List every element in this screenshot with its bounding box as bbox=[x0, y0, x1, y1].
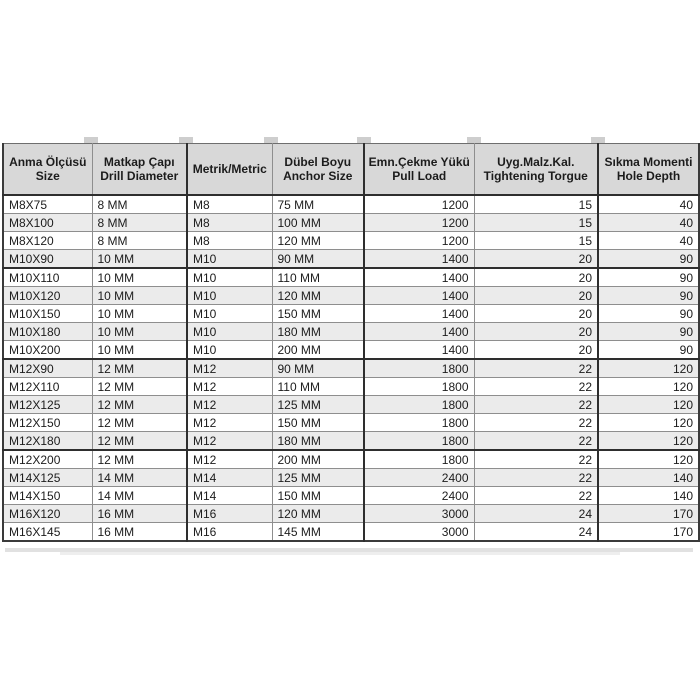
table-cell-drill_diameter: 12 MM bbox=[92, 450, 187, 469]
column-header-label: Uyg.Malz.Kal. bbox=[497, 155, 575, 169]
table-cell-pull_load: 2400 bbox=[364, 469, 474, 487]
column-header-anchor_size bbox=[272, 144, 364, 196]
table-cell-anchor_size: 120 MM bbox=[272, 505, 364, 523]
spec-table bbox=[2, 143, 700, 542]
table-cell-tightening_torque: 22 bbox=[474, 487, 598, 505]
column-header-metric bbox=[187, 144, 272, 196]
table-cell-hole_depth: 120 bbox=[598, 432, 699, 451]
table-cell-tightening_torque: 22 bbox=[474, 432, 598, 451]
column-header-hole_depth bbox=[598, 144, 699, 196]
table-cell-size: M10X180 bbox=[3, 323, 92, 341]
table-cell-size: M10X150 bbox=[3, 305, 92, 323]
table-cell-hole_depth: 120 bbox=[598, 414, 699, 432]
table-row bbox=[3, 414, 699, 432]
table-cell-metric: M14 bbox=[187, 469, 272, 487]
table-cell-tightening_torque: 20 bbox=[474, 305, 598, 323]
table-header bbox=[3, 144, 699, 196]
table-row bbox=[3, 287, 699, 305]
table-cell-hole_depth: 120 bbox=[598, 396, 699, 414]
table-cell-size: M16X145 bbox=[3, 523, 92, 542]
table-cell-tightening_torque: 20 bbox=[474, 250, 598, 269]
table-row bbox=[3, 505, 699, 523]
table-cell-drill_diameter: 12 MM bbox=[92, 396, 187, 414]
table-cell-metric: M10 bbox=[187, 250, 272, 269]
table-cell-anchor_size: 100 MM bbox=[272, 214, 364, 232]
table-cell-size: M8X75 bbox=[3, 195, 92, 214]
table-cell-pull_load: 1800 bbox=[364, 359, 474, 378]
table-cell-drill_diameter: 10 MM bbox=[92, 268, 187, 287]
table-cell-hole_depth: 40 bbox=[598, 232, 699, 250]
table-cell-hole_depth: 40 bbox=[598, 214, 699, 232]
column-header-label: Anma Ölçüsü bbox=[9, 155, 87, 169]
table-cell-hole_depth: 140 bbox=[598, 487, 699, 505]
table-cell-drill_diameter: 12 MM bbox=[92, 378, 187, 396]
table-cell-tightening_torque: 20 bbox=[474, 323, 598, 341]
table-cell-pull_load: 1800 bbox=[364, 432, 474, 451]
table-cell-metric: M12 bbox=[187, 450, 272, 469]
table-cell-drill_diameter: 10 MM bbox=[92, 323, 187, 341]
table-cell-drill_diameter: 12 MM bbox=[92, 432, 187, 451]
table-cell-anchor_size: 125 MM bbox=[272, 469, 364, 487]
table-cell-anchor_size: 75 MM bbox=[272, 195, 364, 214]
column-header-label: Size bbox=[35, 169, 60, 183]
table-cell-anchor_size: 90 MM bbox=[272, 250, 364, 269]
table-cell-pull_load: 3000 bbox=[364, 505, 474, 523]
table-cell-tightening_torque: 22 bbox=[474, 450, 598, 469]
table-cell-size: M12X110 bbox=[3, 378, 92, 396]
table-cell-pull_load: 1200 bbox=[364, 232, 474, 250]
table-cell-size: M8X120 bbox=[3, 232, 92, 250]
table-cell-hole_depth: 170 bbox=[598, 523, 699, 542]
table-cell-hole_depth: 90 bbox=[598, 250, 699, 269]
table-cell-pull_load: 1400 bbox=[364, 250, 474, 269]
table-cell-drill_diameter: 12 MM bbox=[92, 359, 187, 378]
table-cell-metric: M12 bbox=[187, 396, 272, 414]
table-cell-metric: M14 bbox=[187, 487, 272, 505]
table-cell-size: M12X90 bbox=[3, 359, 92, 378]
table-row bbox=[3, 341, 699, 360]
table-cell-pull_load: 2400 bbox=[364, 487, 474, 505]
table-cell-metric: M12 bbox=[187, 414, 272, 432]
table-cell-anchor_size: 110 MM bbox=[272, 268, 364, 287]
table-cell-size: M14X150 bbox=[3, 487, 92, 505]
table-cell-metric: M10 bbox=[187, 268, 272, 287]
table-cell-metric: M8 bbox=[187, 214, 272, 232]
table-cell-metric: M10 bbox=[187, 323, 272, 341]
spec-table-container bbox=[2, 143, 698, 542]
column-header-size bbox=[3, 144, 92, 196]
column-header-label: Sıkma Momenti bbox=[604, 155, 693, 169]
table-cell-size: M14X125 bbox=[3, 469, 92, 487]
column-header-label: Dübel Boyu bbox=[284, 155, 352, 169]
table-row bbox=[3, 523, 699, 542]
table-cell-hole_depth: 90 bbox=[598, 305, 699, 323]
table-cell-drill_diameter: 12 MM bbox=[92, 414, 187, 432]
table-cell-size: M10X200 bbox=[3, 341, 92, 360]
column-header-drill_diameter bbox=[92, 144, 187, 196]
table-cell-drill_diameter: 10 MM bbox=[92, 250, 187, 269]
table-cell-hole_depth: 90 bbox=[598, 268, 699, 287]
table-cell-pull_load: 1800 bbox=[364, 414, 474, 432]
table-row bbox=[3, 450, 699, 469]
table-cell-anchor_size: 180 MM bbox=[272, 432, 364, 451]
table-cell-metric: M8 bbox=[187, 195, 272, 214]
table-cell-pull_load: 1400 bbox=[364, 268, 474, 287]
table-cell-size: M16X120 bbox=[3, 505, 92, 523]
table-cell-drill_diameter: 14 MM bbox=[92, 487, 187, 505]
table-row bbox=[3, 469, 699, 487]
table-cell-tightening_torque: 22 bbox=[474, 359, 598, 378]
table-cell-pull_load: 1800 bbox=[364, 378, 474, 396]
table-row bbox=[3, 396, 699, 414]
table-row bbox=[3, 195, 699, 214]
table-cell-anchor_size: 200 MM bbox=[272, 341, 364, 360]
table-cell-hole_depth: 120 bbox=[598, 378, 699, 396]
table-cell-anchor_size: 200 MM bbox=[272, 450, 364, 469]
table-cell-metric: M16 bbox=[187, 523, 272, 542]
column-header-pull_load bbox=[364, 144, 474, 196]
table-cell-tightening_torque: 15 bbox=[474, 195, 598, 214]
table-cell-hole_depth: 120 bbox=[598, 359, 699, 378]
table-cell-tightening_torque: 22 bbox=[474, 469, 598, 487]
column-header-label: Emn.Çekme Yükü bbox=[368, 155, 470, 169]
table-cell-drill_diameter: 8 MM bbox=[92, 232, 187, 250]
table-cell-pull_load: 1200 bbox=[364, 195, 474, 214]
table-cell-hole_depth: 170 bbox=[598, 505, 699, 523]
table-cell-metric: M12 bbox=[187, 378, 272, 396]
table-row bbox=[3, 305, 699, 323]
table-cell-size: M12X200 bbox=[3, 450, 92, 469]
table-cell-pull_load: 1800 bbox=[364, 450, 474, 469]
table-cell-pull_load: 1400 bbox=[364, 323, 474, 341]
table-cell-pull_load: 3000 bbox=[364, 523, 474, 542]
header-row bbox=[3, 144, 699, 196]
table-row bbox=[3, 432, 699, 451]
table-row bbox=[3, 487, 699, 505]
table-cell-tightening_torque: 20 bbox=[474, 341, 598, 360]
table-cell-hole_depth: 90 bbox=[598, 341, 699, 360]
table-body bbox=[3, 195, 699, 541]
table-cell-metric: M8 bbox=[187, 232, 272, 250]
column-header-label: Anchor Size bbox=[283, 169, 353, 183]
table-cell-tightening_torque: 22 bbox=[474, 414, 598, 432]
column-header-label: Matkap Çapı bbox=[103, 155, 175, 169]
table-row bbox=[3, 268, 699, 287]
table-cell-tightening_torque: 24 bbox=[474, 505, 598, 523]
table-cell-size: M10X110 bbox=[3, 268, 92, 287]
table-cell-metric: M12 bbox=[187, 359, 272, 378]
table-cell-tightening_torque: 22 bbox=[474, 396, 598, 414]
table-cell-drill_diameter: 16 MM bbox=[92, 505, 187, 523]
column-header-label: Hole Depth bbox=[616, 169, 681, 183]
table-row bbox=[3, 232, 699, 250]
table-cell-anchor_size: 150 MM bbox=[272, 414, 364, 432]
table-row bbox=[3, 323, 699, 341]
table-cell-size: M8X100 bbox=[3, 214, 92, 232]
table-cell-tightening_torque: 15 bbox=[474, 214, 598, 232]
table-cell-pull_load: 1200 bbox=[364, 214, 474, 232]
table-cell-size: M10X90 bbox=[3, 250, 92, 269]
table-cell-metric: M10 bbox=[187, 341, 272, 360]
table-cell-drill_diameter: 8 MM bbox=[92, 195, 187, 214]
table-cell-hole_depth: 90 bbox=[598, 287, 699, 305]
table-cell-drill_diameter: 16 MM bbox=[92, 523, 187, 542]
column-header-tightening_torque bbox=[474, 144, 598, 196]
table-cell-drill_diameter: 8 MM bbox=[92, 214, 187, 232]
table-cell-pull_load: 1400 bbox=[364, 287, 474, 305]
table-cell-anchor_size: 180 MM bbox=[272, 323, 364, 341]
table-cell-metric: M12 bbox=[187, 432, 272, 451]
table-cell-pull_load: 1400 bbox=[364, 341, 474, 360]
table-cell-metric: M10 bbox=[187, 287, 272, 305]
table-row bbox=[3, 250, 699, 269]
table-row bbox=[3, 359, 699, 378]
table-cell-anchor_size: 90 MM bbox=[272, 359, 364, 378]
table-cell-drill_diameter: 14 MM bbox=[92, 469, 187, 487]
table-cell-tightening_torque: 20 bbox=[474, 268, 598, 287]
table-cell-anchor_size: 120 MM bbox=[272, 232, 364, 250]
table-cell-pull_load: 1800 bbox=[364, 396, 474, 414]
table-cell-tightening_torque: 15 bbox=[474, 232, 598, 250]
table-row bbox=[3, 214, 699, 232]
scan-shadow bbox=[60, 552, 620, 555]
table-cell-hole_depth: 40 bbox=[598, 195, 699, 214]
table-cell-size: M12X150 bbox=[3, 414, 92, 432]
table-cell-anchor_size: 150 MM bbox=[272, 487, 364, 505]
table-cell-drill_diameter: 10 MM bbox=[92, 305, 187, 323]
table-cell-hole_depth: 140 bbox=[598, 469, 699, 487]
table-cell-size: M10X120 bbox=[3, 287, 92, 305]
table-cell-hole_depth: 90 bbox=[598, 323, 699, 341]
table-cell-size: M12X180 bbox=[3, 432, 92, 451]
table-cell-anchor_size: 145 MM bbox=[272, 523, 364, 542]
table-cell-drill_diameter: 10 MM bbox=[92, 341, 187, 360]
table-cell-anchor_size: 125 MM bbox=[272, 396, 364, 414]
table-cell-anchor_size: 120 MM bbox=[272, 287, 364, 305]
table-cell-drill_diameter: 10 MM bbox=[92, 287, 187, 305]
table-cell-anchor_size: 150 MM bbox=[272, 305, 364, 323]
table-cell-tightening_torque: 24 bbox=[474, 523, 598, 542]
table-row bbox=[3, 378, 699, 396]
table-cell-metric: M10 bbox=[187, 305, 272, 323]
table-cell-metric: M16 bbox=[187, 505, 272, 523]
table-cell-tightening_torque: 22 bbox=[474, 378, 598, 396]
table-cell-tightening_torque: 20 bbox=[474, 287, 598, 305]
column-header-label: Metrik/Metric bbox=[192, 162, 267, 176]
table-cell-pull_load: 1400 bbox=[364, 305, 474, 323]
column-header-label: Pull Load bbox=[392, 169, 447, 183]
column-header-label: Drill Diameter bbox=[100, 169, 179, 183]
column-header-label: Tightening Torgue bbox=[483, 169, 588, 183]
table-cell-hole_depth: 120 bbox=[598, 450, 699, 469]
table-cell-size: M12X125 bbox=[3, 396, 92, 414]
table-cell-anchor_size: 110 MM bbox=[272, 378, 364, 396]
